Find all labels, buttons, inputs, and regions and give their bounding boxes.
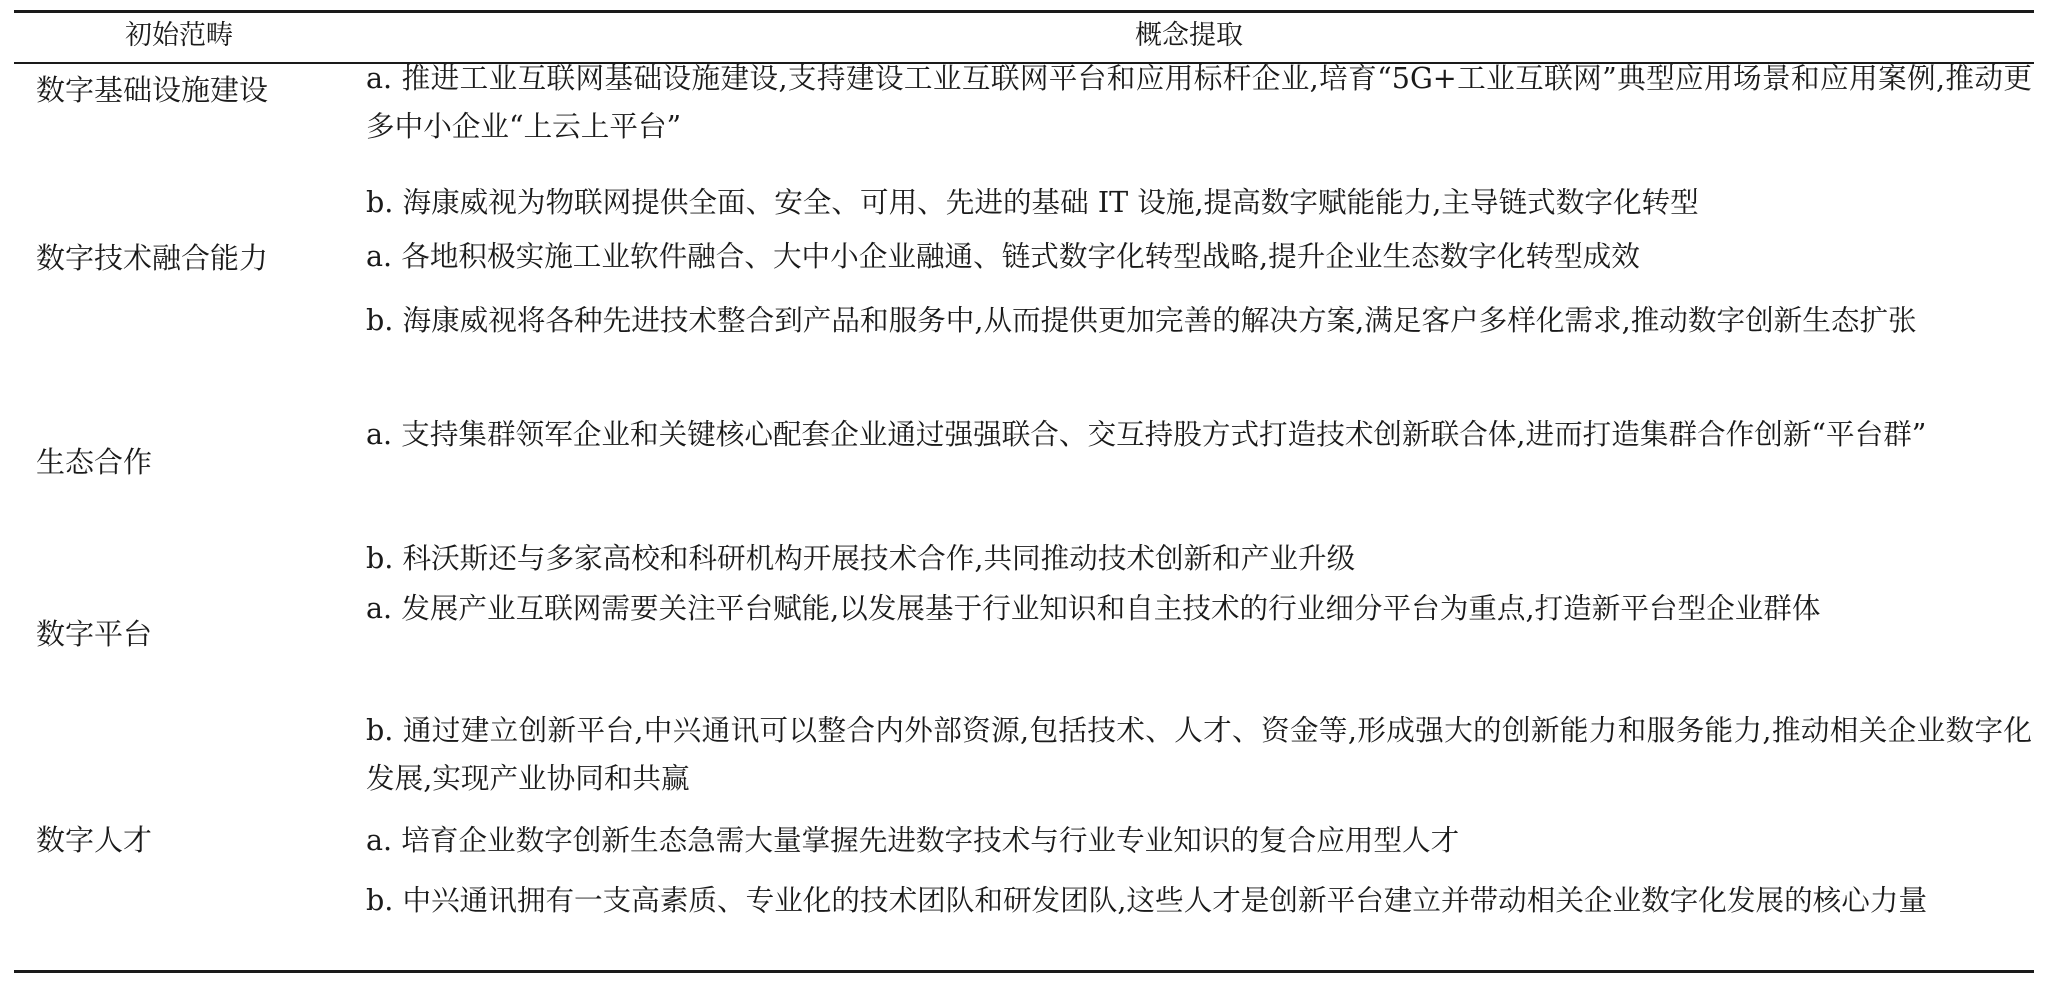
concept-infrastructure-b: b. 海康威视为物联网提供全面、安全、可用、先进的基础 IT 设施,提高数字赋能能力,主导链式数字化转型 <box>366 185 1699 219</box>
concept-platform-a: a. 发展产业互联网需要关注平台赋能,以发展基于行业知识和自主技术的行业细分平台为重点,打造新平台型企业群体 <box>366 591 1821 625</box>
category-digital-platform: 数字平台 <box>36 617 153 651</box>
concept-infrastructure-a: a. 推进工业互联网基础设施建设,支持建设工业互联网平台和应用标杆企业,培育“5G+工业互联网”典型应用场景和应用案例,推动更多中小企业“上云上平台” <box>366 61 2032 143</box>
concept-talent-a: a. 培育企业数字创新生态急需大量掌握先进数字技术与行业专业知识的复合应用型人才 <box>366 823 1460 857</box>
concept-talent-b: b. 中兴通讯拥有一支高素质、专业化的技术团队和研发团队,这些人才是创新平台建立并带动相关企业数字化发展的核心力量 <box>366 883 1928 917</box>
header-concept-extraction: 概念提取 <box>1135 20 1243 51</box>
concept-cooperation-b: b. 科沃斯还与多家高校和科研机构开展技术合作,共同推动技术创新和产业升级 <box>366 541 1356 575</box>
concept-integration-b: b. 海康威视将各种先进技术整合到产品和服务中,从而提供更加完善的解决方案,满足客户多样化需求,推动数字创新生态扩张 <box>366 303 1917 337</box>
category-ecosystem-cooperation: 生态合作 <box>36 445 153 479</box>
concept-platform-b: b. 通过建立创新平台,中兴通讯可以整合内外部资源,包括技术、人才、资金等,形成强大的创新能力和服务能力,推动相关企业数字化发展,实现产业协同和共赢 <box>366 713 2032 795</box>
category-tech-integration: 数字技术融合能力 <box>36 241 269 275</box>
concept-cooperation-a: a. 支持集群领军企业和关键核心配套企业通过强强联合、交互持股方式打造技术创新联合体,进而打造集群合作创新“平台群” <box>366 417 1927 451</box>
header-initial-category: 初始范畴 <box>125 20 233 51</box>
table-bottom-rule <box>14 970 2034 973</box>
category-digital-talent: 数字人才 <box>36 823 153 857</box>
concept-integration-a: a. 各地积极实施工业软件融合、大中小企业融通、链式数字化转型战略,提升企业生态数字化转型成效 <box>366 239 1640 273</box>
table-top-rule <box>14 10 2034 13</box>
category-digital-infrastructure: 数字基础设施建设 <box>36 73 269 107</box>
